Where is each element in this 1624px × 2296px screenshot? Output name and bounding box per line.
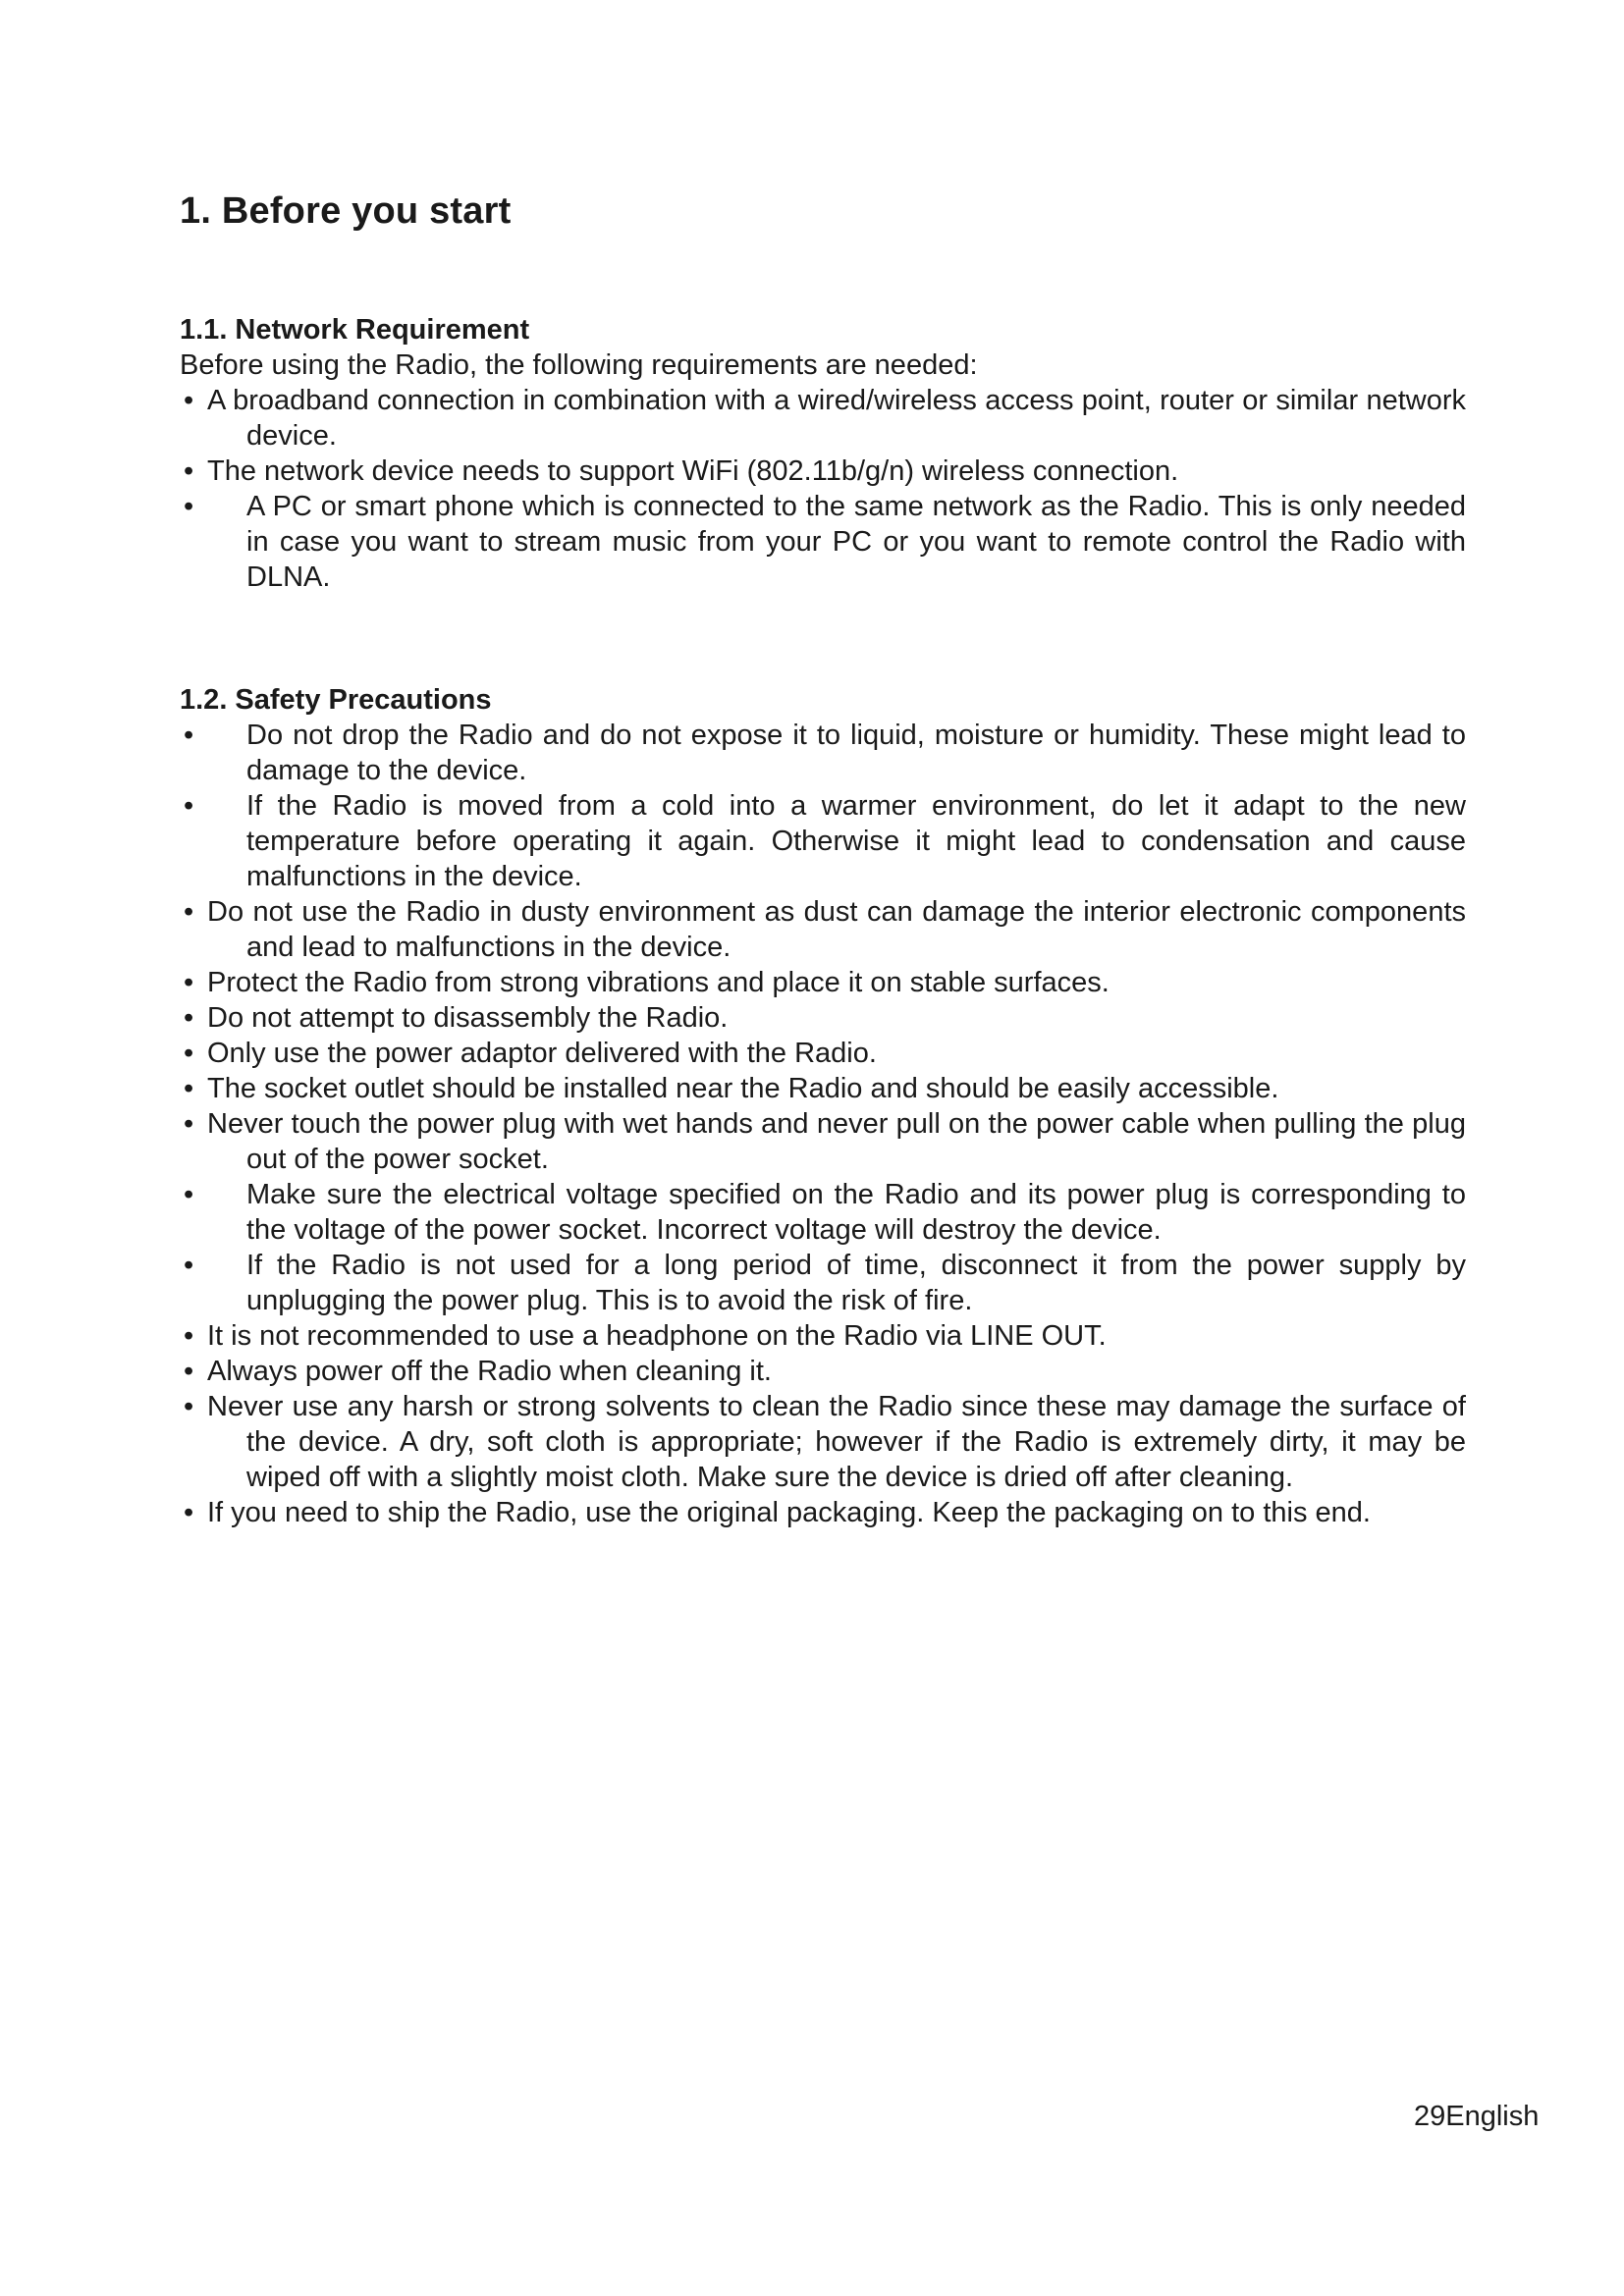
bullet-icon: • — [184, 1497, 194, 1528]
page-number: 29English — [1414, 2101, 1540, 2132]
list-item — [180, 383, 1466, 454]
bullet-icon: • — [184, 1073, 194, 1104]
safety-precautions-list — [180, 718, 1466, 1530]
list-item-text: Only use the power adaptor delivered with the Radio. — [207, 1038, 877, 1069]
list-item-text: Do not drop the Radio and do not expose it to liquid, moisture or humidity. These might lead to damage to the device. — [246, 720, 1466, 786]
list-item — [180, 489, 1466, 595]
list-item — [180, 454, 1466, 489]
list-item — [180, 1036, 1466, 1071]
safety-precautions-section — [180, 682, 1466, 1530]
list-item — [180, 788, 1466, 894]
network-requirement-intro: Before using the Radio, the following requirements are needed: — [180, 349, 978, 381]
bullet-icon: • — [184, 455, 194, 487]
list-item-text: The socket outlet should be installed near the Radio and should be easily accessible. — [207, 1073, 1279, 1104]
bullet-icon: • — [184, 1356, 194, 1387]
bullet-icon: • — [184, 491, 194, 522]
bullet-icon: • — [184, 1391, 194, 1422]
bullet-icon: • — [184, 1002, 194, 1034]
list-item — [180, 1177, 1466, 1248]
list-item — [180, 1248, 1466, 1318]
bullet-icon: • — [184, 1038, 194, 1069]
bullet-icon: • — [184, 385, 194, 416]
list-item-text: If the Radio is moved from a cold into a warmer environment, do let it adapt to the new temperature before operating it again. Otherwise it might lead to condensation and cause malfunctions in the device. — [246, 790, 1466, 892]
bullet-icon: • — [184, 790, 194, 822]
list-item — [180, 1000, 1466, 1036]
bullet-icon: • — [184, 1320, 194, 1352]
list-item — [180, 1106, 1466, 1177]
list-item-text: Never touch the power plug with wet hands and never pull on the power cable when pulling the plug out of the power socket. — [207, 1108, 1466, 1175]
list-item-text: It is not recommended to use a headphone on the Radio via LINE OUT. — [207, 1320, 1107, 1352]
list-item — [180, 965, 1466, 1000]
list-item-text: Always power off the Radio when cleaning it. — [207, 1356, 772, 1387]
list-item-text: Protect the Radio from strong vibrations and place it on stable surfaces. — [207, 967, 1110, 998]
list-item — [180, 894, 1466, 965]
network-requirement-section — [180, 312, 1466, 595]
list-item-text: A broadband connection in combination with a wired/wireless access point, router or similar network device. — [207, 385, 1466, 452]
network-requirement-list — [180, 383, 1466, 595]
bullet-icon: • — [184, 1179, 194, 1210]
list-item-text: The network device needs to support WiFi (802.11b/g/n) wireless connection. — [207, 455, 1179, 487]
list-item — [180, 1354, 1466, 1389]
list-item — [180, 718, 1466, 788]
bullet-icon: • — [184, 720, 194, 751]
list-item-text: If you need to ship the Radio, use the original packaging. Keep the packaging on to this end. — [207, 1497, 1371, 1528]
bullet-icon: • — [184, 967, 194, 998]
list-item — [180, 1071, 1466, 1106]
chapter-title: 1. Before you start — [180, 190, 512, 232]
network-requirement-heading: 1.1. Network Requirement — [180, 314, 530, 346]
list-item — [180, 1495, 1466, 1530]
bullet-icon: • — [184, 896, 194, 928]
list-item-text: Do not use the Radio in dusty environment as dust can damage the interior electronic components and lead to malfunctions in the device. — [207, 896, 1466, 963]
list-item-text: A PC or smart phone which is connected to the same network as the Radio. This is only needed in case you want to stream music from your PC or you want to remote control the Radio with DLNA. — [246, 491, 1466, 593]
list-item — [180, 1318, 1466, 1354]
list-item-text: If the Radio is not used for a long period of time, disconnect it from the power supply by unplugging the power plug. This is to avoid the risk of fire. — [246, 1250, 1466, 1316]
list-item-text: Never use any harsh or strong solvents to clean the Radio since these may damage the surface of the device. A dry, soft cloth is appropriate; however if the Radio is extremely dirty, it may be wiped off with a slightly moist cloth. Make sure the device is dried off after cleaning. — [207, 1391, 1466, 1493]
list-item — [180, 1389, 1466, 1495]
bullet-icon: • — [184, 1108, 194, 1140]
bullet-icon: • — [184, 1250, 194, 1281]
safety-precautions-heading: 1.2. Safety Precautions — [180, 684, 492, 716]
list-item-text: Do not attempt to disassembly the Radio. — [207, 1002, 729, 1034]
list-item-text: Make sure the electrical voltage specified on the Radio and its power plug is corresponding to the voltage of the power socket. Incorrect voltage will destroy the device. — [246, 1179, 1466, 1246]
